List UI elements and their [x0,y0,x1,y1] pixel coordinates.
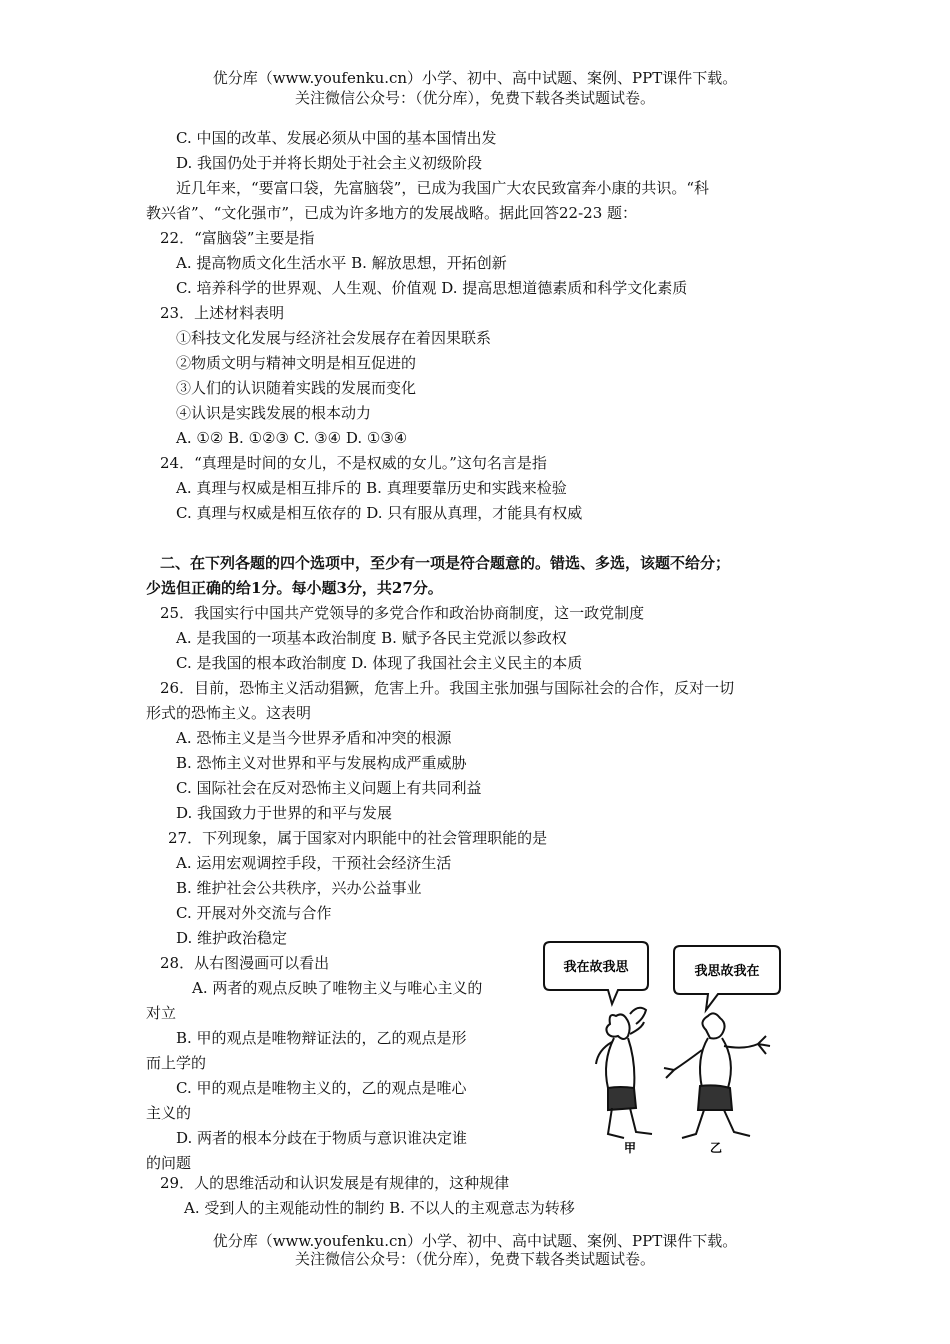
header-line-2: 关注微信公众号：（优分库），免费下载各类试题试卷。 [294,89,655,107]
q23-statement-4: ④认识是实践发展的根本动力 [176,404,372,422]
q27-option-d: D. 维护政治稳定 [176,929,288,947]
q24-options-ab: A. 真理与权威是相互排斥的 B. 真理要靠历史和实践来检验 [176,479,567,497]
q26-option-a: A. 恐怖主义是当今世界矛盾和冲突的根源 [176,729,452,747]
figure-jia [596,1008,652,1138]
footer-line-1: 优分库（www.youfenku.cn）小学、初中、高中试题、案例、PPT课件下载。 [212,1232,738,1250]
q23-statement-3: ③人们的认识随着实践的发展而变化 [176,379,417,397]
q23-options: A. ①② B. ①②③ C. ③④ D. ①③④ [176,429,408,447]
q26-option-d: D. 我国致力于世界的和平与发展 [176,804,393,822]
q28-option-a-line-2: 对立 [146,1004,177,1022]
q28-option-b-line-2: 而上学的 [146,1054,207,1072]
q25-options-ab: A. 是我国的一项基本政治制度 B. 赋予各民主党派以参政权 [176,629,567,647]
right-bubble-text: 我思故我在 [694,964,760,979]
q26-option-b: B. 恐怖主义对世界和平与发展构成严重威胁 [176,754,467,772]
label-jia: 甲 [623,1141,637,1155]
label-yi: 乙 [709,1141,723,1155]
q23-statement-1: ①科技文化发展与经济社会发展存在着因果联系 [176,329,492,347]
q22-stem: 22．“富脑袋”主要是指 [160,229,315,247]
q27-option-c: C. 开展对外交流与合作 [176,904,332,922]
q29-stem: 29．人的思维活动和认识发展是有规律的，这种规律 [160,1174,510,1192]
figure-yi [664,1013,770,1138]
q24-stem: 24．“真理是时间的女儿，不是权威的女儿。”这句名言是指 [160,454,547,472]
q28-option-c-line-1: C. 甲的观点是唯物主义的，乙的观点是唯心 [176,1079,467,1097]
header-line-1: 优分库（www.youfenku.cn）小学、初中、高中试题、案例、PPT课件下载。 [212,69,738,87]
q28-option-d-line-1: D. 两者的根本分歧在于物质与意识谁决定谁 [176,1129,468,1147]
q26-option-c: C. 国际社会在反对恐怖主义问题上有共同利益 [176,779,482,797]
q25-options-cd: C. 是我国的根本政治制度 D. 体现了我国社会主义民主的本质 [176,654,583,672]
q23-stem: 23．上述材料表明 [160,304,285,322]
q26-stem-line-2: 形式的恐怖主义。这表明 [146,704,312,722]
q22-options-cd: C. 培养科学的世界观、人生观、价值观 D. 提高思想道德素质和科学文化素质 [176,279,688,297]
footer-line-2: 关注微信公众号：（优分库），免费下载各类试题试卷。 [294,1250,655,1268]
q25-stem: 25．我国实行中国共产党领导的多党合作和政治协商制度，这一政党制度 [160,604,645,622]
philosophy-cartoon [538,938,800,1156]
q27-option-a: A. 运用宏观调控手段，干预社会经济生活 [176,854,452,872]
section-2-heading-line-2: 少选但正确的给1分。每小题3分，共27分。 [146,579,443,597]
q28-option-b-line-1: B. 甲的观点是唯物辩证法的，乙的观点是形 [176,1029,467,1047]
q23-statement-2: ②物质文明与精神文明是相互促进的 [176,354,417,372]
option-c-prev: C. 中国的改革、发展必须从中国的基本国情出发 [176,129,497,147]
q26-stem-line-1: 26．目前，恐怖主义活动猖獗，危害上升。我国主张加强与国际社会的合作，反对一切 [160,679,735,697]
passage-line-1: 近几年来，“要富口袋，先富脑袋”，已成为我国广大农民致富奔小康的共识。“科 [176,179,710,197]
q28-option-a-line-1: A. 两者的观点反映了唯物主义与唯心主义的 [192,979,483,997]
q28-option-c-line-2: 主义的 [146,1104,192,1122]
option-d-prev: D. 我国仍处于并将长期处于社会主义初级阶段 [176,154,483,172]
section-2-heading-line-1: 二、在下列各题的四个选项中，至少有一项是符合题意的。错选、多选，该题不给分； [160,554,731,572]
q28-option-d-line-2: 的问题 [146,1154,192,1172]
q24-options-cd: C. 真理与权威是相互依存的 D. 只有服从真理，才能具有权威 [176,504,583,522]
q22-options-ab: A. 提高物质文化生活水平 B. 解放思想，开拓创新 [176,254,507,272]
q28-stem: 28．从右图漫画可以看出 [160,954,330,972]
q29-options-ab: A. 受到人的主观能动性的制约 B. 不以人的主观意志为转移 [184,1199,575,1217]
passage-line-2: 教兴省”、“文化强市”，已成为许多地方的发展战略。据此回答22-23 题： [146,204,638,222]
q27-option-b: B. 维护社会公共秩序，兴办公益事业 [176,879,422,897]
left-bubble-text: 我在故我思 [563,960,629,975]
q27-stem: 27．下列现象，属于国家对内职能中的社会管理职能的是 [168,829,548,847]
